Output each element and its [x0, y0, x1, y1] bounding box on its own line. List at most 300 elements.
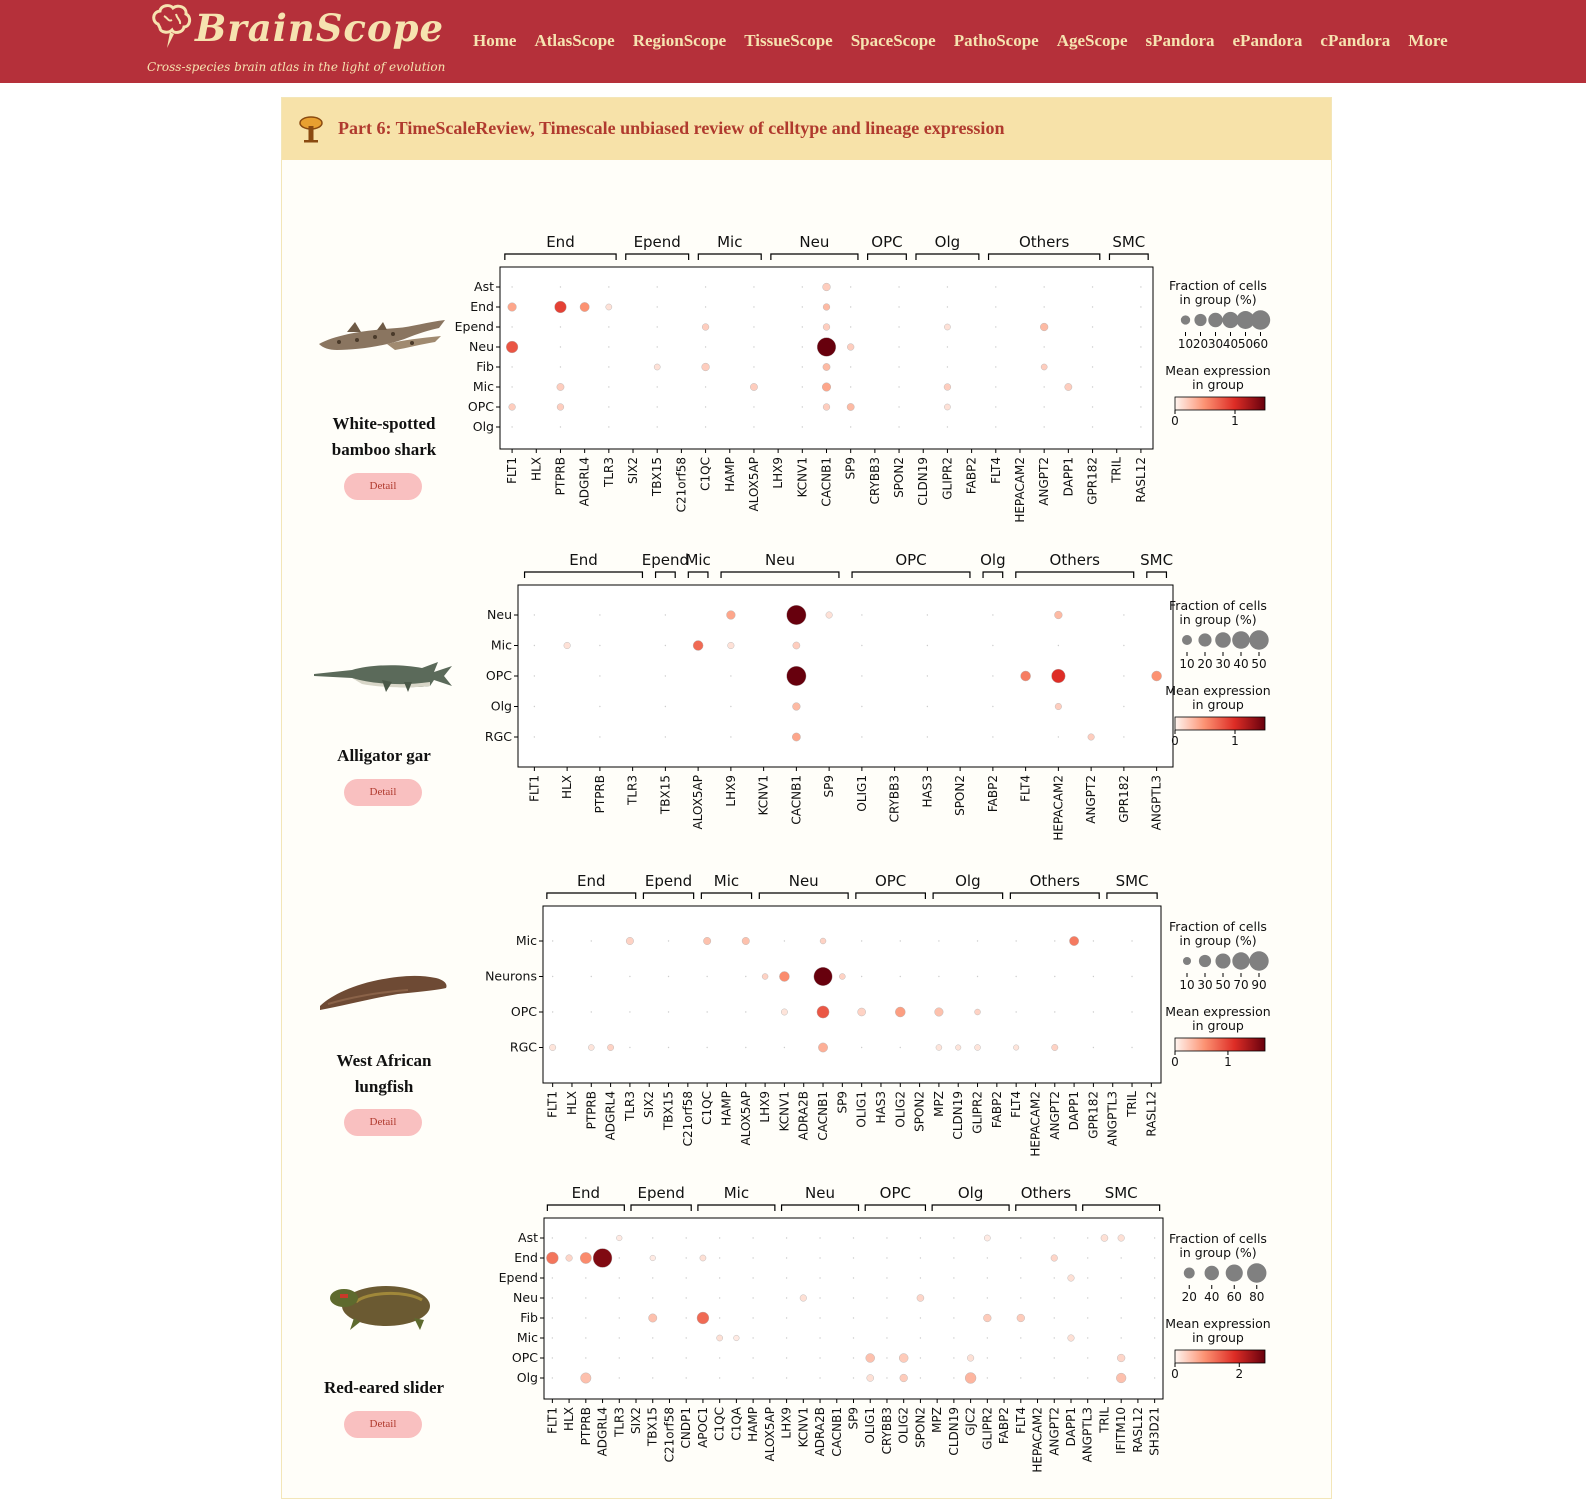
legend-mean-title: in group — [1192, 697, 1244, 712]
expression-dot — [975, 1045, 981, 1051]
row-label: Mic — [515, 933, 537, 948]
legend-size-dot — [1194, 314, 1206, 326]
background-dot — [802, 346, 803, 347]
gene-label: HAS3 — [920, 775, 935, 808]
expression-dot — [593, 1249, 612, 1268]
gene-label: CACNB1 — [816, 1091, 831, 1141]
background-dot — [706, 1047, 707, 1048]
background-dot — [1092, 406, 1093, 407]
group-bracket — [782, 1205, 859, 1211]
species-name-line: Red-eared slider — [323, 1378, 445, 1397]
gene-label: CACNB1 — [829, 1407, 844, 1457]
legend-size-dot — [1215, 953, 1230, 968]
expression-dot — [580, 302, 589, 311]
gene-label: TBX15 — [658, 775, 673, 815]
background-dot — [819, 1297, 820, 1298]
expression-dot — [1040, 323, 1048, 331]
background-dot — [591, 1011, 592, 1012]
expression-dot — [867, 1374, 874, 1381]
group-label: SMC — [1112, 233, 1146, 251]
row-label: Olg — [490, 698, 512, 714]
row-label: Fib — [520, 1310, 538, 1325]
background-dot — [1092, 426, 1093, 427]
expression-dot — [1101, 1234, 1108, 1241]
expression-dot — [564, 642, 571, 649]
nav-tissuescope[interactable]: TissueScope — [744, 31, 833, 50]
nav-spacescope[interactable]: SpaceScope — [850, 31, 936, 50]
nav-agescope[interactable]: AgeScope — [1056, 31, 1128, 50]
nav-atlasscope[interactable]: AtlasScope — [534, 31, 615, 50]
background-dot — [819, 1337, 820, 1338]
background-dot — [686, 1297, 687, 1298]
background-dot — [947, 286, 948, 287]
background-dot — [995, 426, 996, 427]
background-dot — [1087, 1277, 1088, 1278]
gene-label: HEPACAM2 — [1028, 1091, 1043, 1157]
nav-cpandora[interactable]: cPandora — [1320, 31, 1391, 50]
expression-dot — [936, 1045, 942, 1051]
nav-epandora[interactable]: ePandora — [1232, 31, 1303, 50]
background-dot — [1087, 1337, 1088, 1338]
background-dot — [608, 426, 609, 427]
group-label: Others — [1018, 233, 1070, 251]
background-dot — [1054, 1237, 1055, 1238]
background-dot — [1154, 1377, 1155, 1378]
background-dot — [652, 1297, 653, 1298]
group-label: Others — [1029, 872, 1080, 890]
row-label: OPC — [467, 399, 494, 414]
legend-color-label: 0 — [1171, 414, 1179, 428]
detail-button-turtle[interactable]: Detail — [344, 1411, 422, 1438]
gene-label: TRIL — [1097, 1407, 1112, 1433]
background-dot — [1123, 645, 1124, 646]
legend-size-dot — [1232, 631, 1250, 649]
background-dot — [730, 706, 731, 707]
background-dot — [853, 1317, 854, 1318]
gene-label: ADGRL4 — [577, 457, 592, 507]
gene-label: FABP2 — [985, 775, 1000, 813]
expression-dot — [1068, 1275, 1075, 1282]
background-dot — [1093, 1011, 1094, 1012]
gene-label: HAMP — [722, 457, 737, 492]
legend-size-label: 60 — [1226, 1290, 1242, 1304]
row-label: OPC — [485, 668, 512, 683]
background-dot — [1092, 326, 1093, 327]
legend-size-label: 40 — [1233, 657, 1249, 671]
expression-dot — [1052, 1044, 1058, 1050]
background-dot — [753, 306, 754, 307]
background-dot — [1054, 1357, 1055, 1358]
gene-label: SPON2 — [912, 1091, 927, 1132]
background-dot — [1092, 366, 1093, 367]
background-dot — [657, 406, 658, 407]
group-bracket — [916, 254, 979, 260]
background-dot — [719, 1257, 720, 1258]
gene-label: HEPACAM2 — [1012, 457, 1027, 523]
legend-size-label: 30 — [1197, 978, 1213, 992]
background-dot — [987, 1297, 988, 1298]
gene-label: KCNV1 — [777, 1091, 792, 1132]
background-dot — [819, 1277, 820, 1278]
background-dot — [629, 1047, 630, 1048]
background-dot — [1154, 1257, 1155, 1258]
nav-spandora[interactable]: sPandora — [1145, 31, 1215, 50]
expression-dot — [818, 1043, 827, 1052]
expression-dot — [1065, 383, 1072, 390]
background-dot — [752, 1237, 753, 1238]
row-label: RGC — [509, 1039, 537, 1055]
gene-label: TLR3 — [625, 775, 640, 805]
background-dot — [752, 1297, 753, 1298]
background-dot — [752, 1317, 753, 1318]
legend-size-label: 50 — [1237, 337, 1254, 351]
group-label: OPC — [874, 872, 907, 890]
background-dot — [745, 1047, 746, 1048]
expression-dot — [1152, 671, 1162, 681]
legend-size-dot — [1184, 1268, 1195, 1279]
nav-more[interactable]: More — [1408, 31, 1448, 50]
species-name-turtle — [304, 1375, 464, 1401]
background-dot — [652, 1337, 653, 1338]
background-dot — [753, 286, 754, 287]
expression-dot — [817, 338, 836, 357]
expression-dot — [823, 324, 830, 331]
row-label: Neu — [513, 1290, 538, 1305]
background-dot — [786, 1257, 787, 1258]
expression-dot — [588, 1045, 594, 1051]
background-dot — [752, 1357, 753, 1358]
background-dot — [511, 286, 512, 287]
gene-label: KCNV1 — [796, 1407, 811, 1448]
legend-size-dot — [1247, 1263, 1266, 1282]
expression-dot — [792, 733, 800, 741]
species-name-line: bamboo shark — [331, 440, 437, 459]
group-bracket — [656, 572, 676, 578]
background-dot — [1140, 406, 1141, 407]
background-dot — [1093, 976, 1094, 977]
group-label: Olg — [934, 233, 961, 251]
background-dot — [686, 1317, 687, 1318]
shark-photo — [317, 310, 449, 372]
group-bracket — [631, 1205, 691, 1211]
expression-dot — [895, 1007, 905, 1017]
background-dot — [802, 366, 803, 367]
gene-label: PTPRB — [553, 457, 568, 496]
background-dot — [1015, 1011, 1016, 1012]
background-dot — [552, 1297, 553, 1298]
background-dot — [819, 1317, 820, 1318]
background-dot — [1123, 706, 1124, 707]
background-dot — [898, 346, 899, 347]
background-dot — [900, 1047, 901, 1048]
background-dot — [1043, 406, 1044, 407]
group-bracket — [983, 572, 1003, 578]
background-dot — [1054, 976, 1055, 977]
expression-dot — [858, 1008, 866, 1016]
expression-dot — [726, 611, 735, 620]
background-dot — [1140, 326, 1141, 327]
gene-label: SPON2 — [892, 457, 907, 498]
nav-home[interactable]: Home — [473, 31, 517, 50]
background-dot — [1131, 1047, 1132, 1048]
row-label: End — [514, 1250, 538, 1265]
gar-photo — [312, 658, 454, 694]
group-bracket — [932, 1205, 1009, 1211]
expression-dot — [700, 1255, 706, 1261]
gene-label: FLT1 — [527, 775, 542, 802]
background-dot — [1154, 1297, 1155, 1298]
expression-dot — [750, 383, 757, 390]
background-dot — [1015, 976, 1016, 977]
background-dot — [861, 706, 862, 707]
background-dot — [1054, 940, 1055, 941]
gene-label: OLIG1 — [854, 775, 869, 812]
group-label: OPC — [871, 233, 903, 251]
species-name-shark — [304, 411, 464, 463]
background-dot — [953, 1377, 954, 1378]
expression-dot — [823, 404, 830, 411]
row-label: Olg — [516, 1370, 538, 1385]
background-dot — [752, 1277, 753, 1278]
legend-size-dot — [1215, 632, 1231, 648]
expression-dot — [944, 384, 951, 391]
expression-dot — [1088, 734, 1095, 741]
background-dot — [886, 1317, 887, 1318]
expression-dot — [814, 967, 832, 985]
nav-regionscope[interactable]: RegionScope — [632, 31, 727, 50]
background-dot — [552, 1277, 553, 1278]
expression-dot — [557, 383, 564, 390]
background-dot — [1043, 306, 1044, 307]
gene-label: CLDN19 — [916, 457, 931, 506]
section-title: Part 6: TimeScaleReview, Timescale unbiased review of celltype and lineage expression — [338, 118, 1005, 138]
background-dot — [585, 1357, 586, 1358]
background-dot — [719, 1357, 720, 1358]
background-dot — [652, 1237, 653, 1238]
background-dot — [898, 366, 899, 367]
expression-dot — [900, 1374, 908, 1382]
legend-size-dot — [1181, 315, 1190, 324]
background-dot — [819, 1237, 820, 1238]
gene-label: C1QC — [712, 1407, 727, 1441]
background-dot — [920, 1357, 921, 1358]
background-dot — [752, 1377, 753, 1378]
gene-label: HLX — [562, 1407, 577, 1431]
background-dot — [657, 306, 658, 307]
gene-label: SH3D21 — [1147, 1407, 1162, 1456]
row-label: Olg — [472, 419, 494, 434]
group-bracket — [759, 893, 848, 899]
expression-dot — [847, 403, 854, 410]
background-dot — [819, 1257, 820, 1258]
background-dot — [786, 1337, 787, 1338]
background-dot — [1154, 1237, 1155, 1238]
expression-dot — [1041, 364, 1047, 370]
expression-dot — [935, 1008, 944, 1017]
gene-label: SP9 — [846, 1407, 861, 1430]
background-dot — [657, 346, 658, 347]
legend-color-label: 1 — [1224, 1055, 1232, 1069]
background-dot — [886, 1357, 887, 1358]
background-dot — [861, 976, 862, 977]
background-dot — [786, 1357, 787, 1358]
gene-label: HEPACAM2 — [1030, 1407, 1045, 1473]
gene-label: CRYBB3 — [879, 1407, 894, 1455]
background-dot — [619, 1277, 620, 1278]
expression-dot — [626, 937, 633, 944]
group-bracket — [688, 572, 708, 578]
background-dot — [1093, 940, 1094, 941]
background-dot — [995, 346, 996, 347]
row-label: Mic — [490, 637, 512, 653]
group-label: End — [569, 551, 598, 569]
background-dot — [886, 1297, 887, 1298]
gene-label: GPR182 — [1116, 775, 1131, 823]
group-bracket — [505, 254, 616, 260]
legend-size-dot — [1232, 952, 1249, 969]
background-dot — [938, 940, 939, 941]
background-dot — [853, 1357, 854, 1358]
background-dot — [898, 386, 899, 387]
gene-label: ANGPT2 — [1047, 1091, 1062, 1140]
gene-label: TRIL — [1109, 457, 1124, 483]
gene-label: SP9 — [835, 1091, 850, 1114]
legend-size-label: 50 — [1251, 657, 1267, 671]
species-name-line: White-spotted — [332, 414, 436, 433]
group-label: Olg — [957, 1184, 984, 1202]
background-dot — [853, 1337, 854, 1338]
background-dot — [511, 386, 512, 387]
background-dot — [920, 1317, 921, 1318]
background-dot — [819, 1377, 820, 1378]
background-dot — [608, 286, 609, 287]
legend-size-label: 70 — [1233, 978, 1249, 992]
background-dot — [511, 426, 512, 427]
background-dot — [652, 1377, 653, 1378]
legend-fraction-title: in group (%) — [1179, 933, 1257, 948]
background-dot — [861, 614, 862, 615]
gene-label: CRYBB3 — [867, 457, 882, 505]
background-dot — [665, 614, 666, 615]
background-dot — [850, 326, 851, 327]
background-dot — [1120, 1317, 1121, 1318]
group-bracket — [626, 254, 689, 260]
site-logo-title[interactable]: BrainScope — [195, 6, 445, 50]
background-dot — [853, 1237, 854, 1238]
gene-label: FABP2 — [964, 456, 979, 495]
expression-dot — [800, 1295, 807, 1302]
background-dot — [947, 426, 948, 427]
background-dot — [619, 1317, 620, 1318]
gene-label: PTPRB — [584, 1091, 599, 1130]
expression-dot — [917, 1294, 924, 1301]
group-bracket — [698, 254, 761, 260]
gene-label: MPZ — [930, 1407, 945, 1433]
background-dot — [953, 1237, 954, 1238]
background-dot — [920, 1377, 921, 1378]
background-dot — [1120, 1277, 1121, 1278]
background-dot — [1054, 1277, 1055, 1278]
expression-dot — [983, 1314, 991, 1322]
background-dot — [665, 736, 666, 737]
detail-button-gar[interactable]: Detail — [344, 779, 422, 806]
group-label: Olg — [980, 551, 1006, 569]
background-dot — [552, 1011, 553, 1012]
background-dot — [599, 645, 600, 646]
gene-label: ANGPT2 — [1047, 1407, 1062, 1456]
background-dot — [1120, 1297, 1121, 1298]
background-dot — [886, 1377, 887, 1378]
background-dot — [668, 1011, 669, 1012]
group-bracket — [868, 254, 907, 260]
group-label: SMC — [1115, 872, 1149, 890]
expression-dot — [822, 383, 831, 392]
legend-fraction-title: Fraction of cells — [1169, 919, 1267, 934]
detail-button-shark[interactable]: Detail — [344, 473, 422, 500]
background-dot — [657, 386, 658, 387]
expression-dot — [984, 1235, 990, 1241]
background-dot — [1092, 386, 1093, 387]
detail-button-lungfish[interactable]: Detail — [344, 1109, 422, 1136]
group-bracket — [856, 893, 926, 899]
background-dot — [1092, 346, 1093, 347]
background-dot — [608, 406, 609, 407]
background-dot — [585, 1317, 586, 1318]
background-dot — [786, 1297, 787, 1298]
gene-label: ALOX5AP — [691, 775, 706, 830]
legend-size-dot — [1251, 310, 1270, 329]
background-dot — [898, 326, 899, 327]
background-dot — [786, 1237, 787, 1238]
background-dot — [1123, 736, 1124, 737]
gene-label: TLR3 — [612, 1407, 627, 1437]
background-dot — [686, 1377, 687, 1378]
background-dot — [534, 706, 535, 707]
legend-size-label: 20 — [1197, 657, 1213, 671]
nav-pathoscope[interactable]: PathoScope — [953, 31, 1039, 50]
background-dot — [861, 645, 862, 646]
background-dot — [599, 614, 600, 615]
background-dot — [987, 1357, 988, 1358]
gene-label: FABP2 — [997, 1407, 1012, 1445]
expression-dot — [508, 303, 517, 312]
background-dot — [705, 346, 706, 347]
gene-label: ALOX5AP — [746, 457, 761, 512]
group-label: SMC — [1104, 1184, 1138, 1202]
background-dot — [802, 286, 803, 287]
background-dot — [668, 940, 669, 941]
background-dot — [719, 1377, 720, 1378]
expression-dot — [965, 1373, 976, 1384]
expression-dot — [787, 605, 806, 624]
background-dot — [511, 366, 512, 367]
brain-logo-icon[interactable] — [150, 4, 192, 50]
gene-label: FLT1 — [545, 1091, 560, 1118]
group-label: Mic — [685, 551, 711, 569]
background-dot — [705, 426, 706, 427]
gene-label: GLIPR2 — [980, 1407, 995, 1450]
background-dot — [686, 1257, 687, 1258]
background-dot — [995, 306, 996, 307]
background-dot — [920, 1257, 921, 1258]
background-dot — [1043, 286, 1044, 287]
row-label: OPC — [510, 1004, 537, 1019]
background-dot — [1043, 386, 1044, 387]
gene-label: GJC2 — [963, 1407, 978, 1436]
gene-label: FLT4 — [1009, 1091, 1024, 1118]
expression-dot — [606, 304, 612, 310]
gene-label: ANGPTL3 — [1149, 775, 1164, 831]
